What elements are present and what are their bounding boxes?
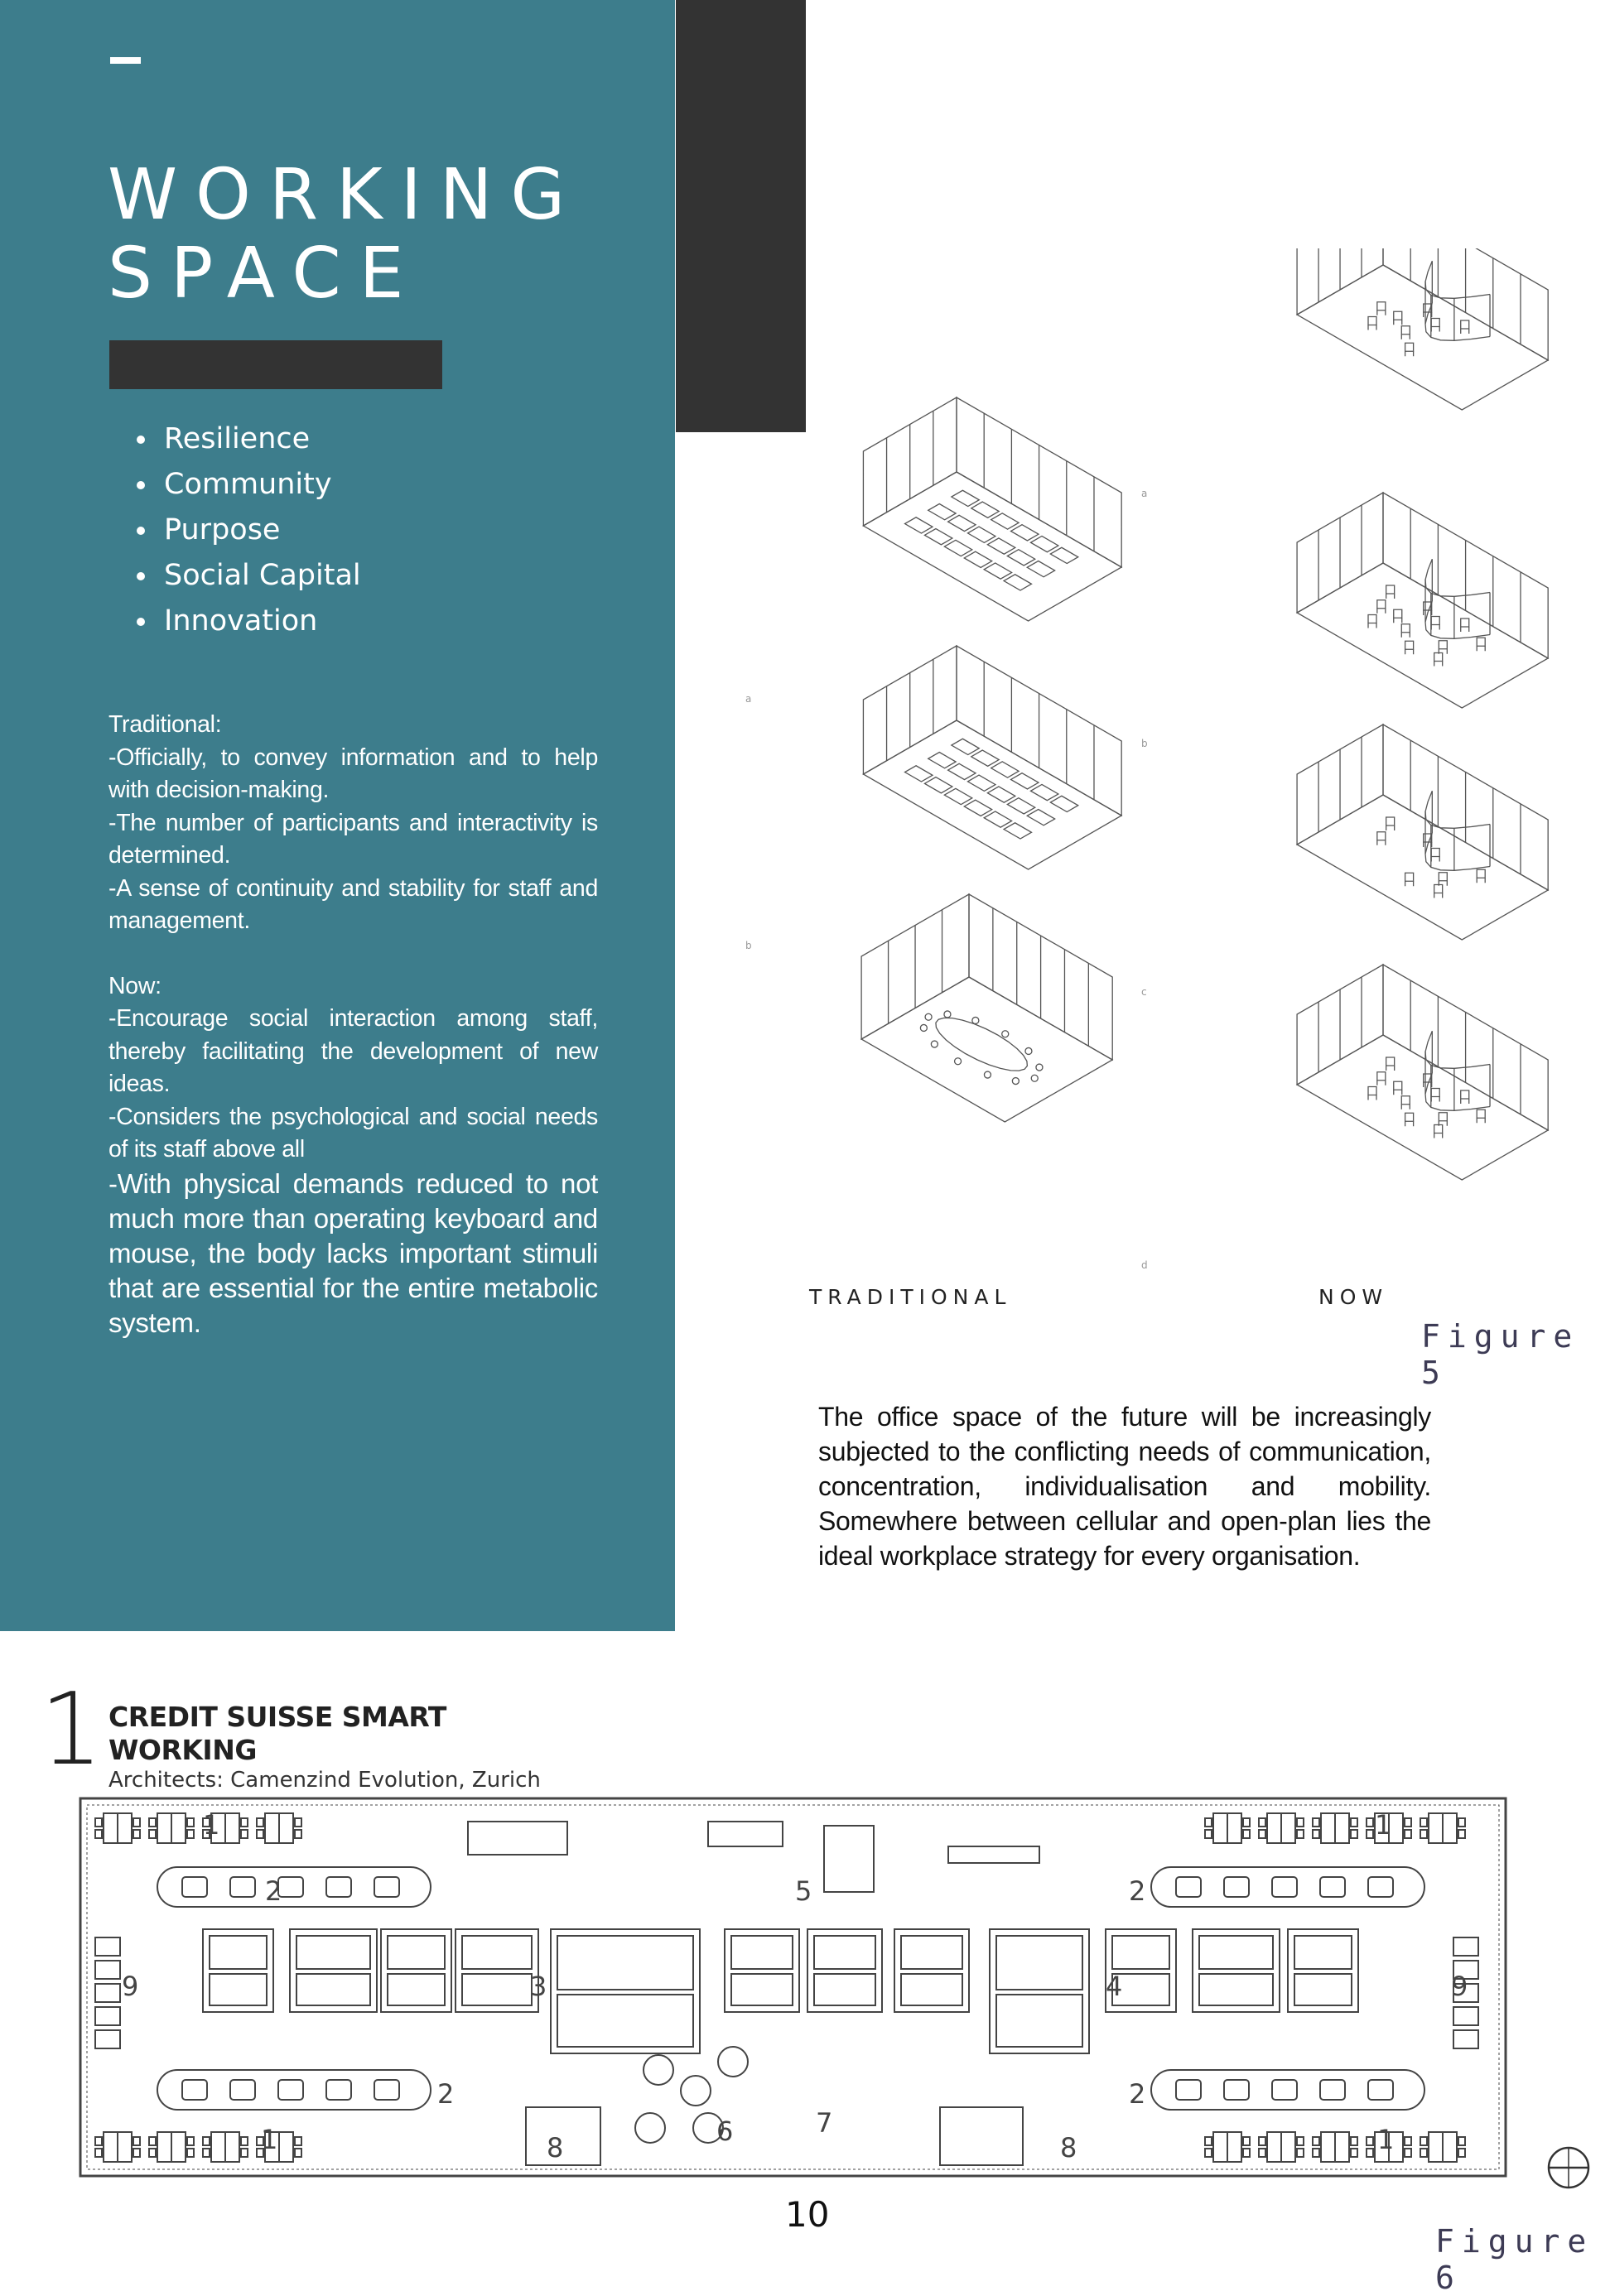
room-drawing [1297,248,1548,410]
desk-cluster [149,1813,194,1843]
side-desk [95,2007,120,2025]
meeting-pod [1151,1867,1424,1907]
room-block [1193,1929,1280,2012]
title-line-1: WORKING [108,154,584,236]
side-desk [95,1961,120,1979]
pod-seat [1272,1877,1297,1897]
pod-seat [374,2080,399,2100]
room-block [381,1929,451,2012]
zone-number: 1 [1375,1809,1392,1841]
accent-dash [110,57,141,64]
keyword-item: • Innovation [159,599,361,644]
room-drawing [861,894,1112,1122]
now-point: -Encourage social interaction among staff, thereby facilitating the development of new ideas. [108,1005,598,1097]
zone-number: 2 [1129,2078,1146,2110]
traditional-point: -The number of participants and interactivity is determined. [108,809,598,869]
desk-cluster [1205,2132,1250,2162]
room-block [894,1929,969,2012]
traditional-heading: Traditional: [108,711,222,738]
body-text [108,709,598,1341]
zone-number: 5 [795,1875,812,1907]
meeting-table [948,1846,1039,1863]
zone-number: 1 [203,1809,220,1841]
zone-number: 4 [1106,1971,1123,2002]
pod-seat [1224,2080,1249,2100]
room-block [1288,1929,1358,2012]
desk-cluster [149,2132,194,2162]
zone-number: 9 [1451,1971,1468,2002]
room-drawing [863,646,1121,869]
floor-plan [79,1797,1511,2186]
figure-letter: b [1141,738,1148,749]
side-desk [95,2030,120,2048]
desk-cluster [1205,1813,1250,1843]
desk-cluster [1259,1813,1304,1843]
pod-seat [1176,1877,1201,1897]
figure-letter: a [745,693,752,705]
figure-letter: c [1141,986,1147,998]
zone-number: 7 [816,2107,833,2139]
room-block [203,1929,273,2012]
zone-number: 8 [1060,2132,1077,2164]
desk-cluster [1313,1813,1357,1843]
meeting-table [708,1822,783,1846]
figure-6-caption: Figure 6 [1435,2223,1594,2296]
desk-cluster [203,2132,248,2162]
desk-cluster [257,1813,301,1843]
meeting-table [940,2107,1023,2165]
north-arrow-icon [1544,2143,1593,2193]
zone-number: 2 [265,1875,282,1907]
room-drawing [863,397,1121,621]
pod-seat [278,1877,303,1897]
lounge-table [681,2076,711,2106]
figure-letter: d [1141,1259,1148,1271]
figure-5-illustration [745,248,1574,1308]
pod-seat [182,2080,207,2100]
room-block [290,1929,377,2012]
zone-number: 1 [1377,2124,1395,2155]
pod-seat [230,1877,255,1897]
lounge-table [718,2047,748,2077]
figure-letter: b [745,940,752,951]
zone-number: 1 [261,2124,278,2155]
case-subtitle: Architects: Camenzind Evolution, Zurich [108,1768,541,1793]
meeting-pod [157,2070,431,2110]
pod-seat [1368,2080,1393,2100]
now-point-large: -With physical demands reduced to not much more than operating keyboard and mouse, the body lacks important stimuli that are essential for the entire metabolic system. [108,1167,598,1338]
keyword-item: • Resilience [159,416,361,462]
lounge-table [635,2113,665,2143]
page-title [108,156,583,313]
now-point: -Considers the psychological and social needs of its staff above all [108,1103,598,1162]
traditional-point: -A sense of continuity and stability for staff and management. [108,874,598,934]
room-drawing [1297,965,1548,1180]
pod-seat [326,2080,351,2100]
zone-number: 2 [1129,1875,1146,1907]
title-underline-bar [109,340,442,389]
zone-number: 3 [530,1971,547,2002]
room-drawing [1297,724,1548,940]
pod-seat [1224,1877,1249,1897]
desk-cluster [1259,2132,1304,2162]
case-title: CREDIT SUISSE SMART WORKING [108,1701,446,1766]
meeting-table [468,1822,567,1855]
zone-number: 6 [716,2115,734,2147]
keyword-item: • Social Capital [159,553,361,599]
side-desk [1453,1937,1478,1956]
meeting-pod [1151,2070,1424,2110]
label-traditional: TRADITIONAL [809,1285,1012,1309]
room-drawing [1297,493,1548,708]
pod-seat [1368,1877,1393,1897]
pod-seat [182,1877,207,1897]
room-block [456,1929,538,2012]
title-line-2: SPACE [108,233,422,315]
pod-seat [374,1877,399,1897]
pull-quote: The office space of the future will be increasingly subjected to the conflicting needs of communication, concentration, individualisation and mobility. Somewhere between cellular and open-plan lies the ideal workplace strategy for every organisation. [818,1402,1431,1571]
page-number: 10 [785,2194,830,2235]
desk-cluster [1313,2132,1357,2162]
pod-seat [230,2080,255,2100]
keyword-item: • Purpose [159,508,361,553]
side-desk [1453,2030,1478,2048]
pod-seat [278,2080,303,2100]
now-heading: Now: [108,972,161,999]
room-block [807,1929,882,2012]
keyword-item: • Community [159,462,361,508]
label-now: NOW [1318,1285,1389,1309]
lounge-table [644,2055,673,2085]
zone-number: 2 [437,2078,455,2110]
zone-number: 9 [122,1971,139,2002]
pod-seat [1272,2080,1297,2100]
figure-5-caption: Figure 5 [1421,1318,1580,1391]
room-block [725,1929,799,2012]
side-desk [95,1937,120,1956]
figure-letter: a [1141,488,1148,499]
side-desk [95,1984,120,2002]
room-block [551,1929,700,2053]
desk-cluster [95,1813,140,1843]
meeting-table [824,1826,874,1892]
pod-seat [1176,2080,1201,2100]
room-block [990,1929,1089,2053]
side-desk [1453,2007,1478,2025]
traditional-point: -Officially, to convey information and to help with decision-making. [108,744,598,803]
desk-cluster [1420,1813,1465,1843]
keyword-list [124,416,361,644]
zone-number: 8 [547,2132,564,2164]
case-number: 1 [40,1673,104,1788]
desk-cluster [1420,2132,1465,2162]
desk-cluster [95,2132,140,2162]
meeting-pod [157,1867,431,1907]
pod-seat [326,1877,351,1897]
pod-seat [1320,1877,1345,1897]
pod-seat [1320,2080,1345,2100]
